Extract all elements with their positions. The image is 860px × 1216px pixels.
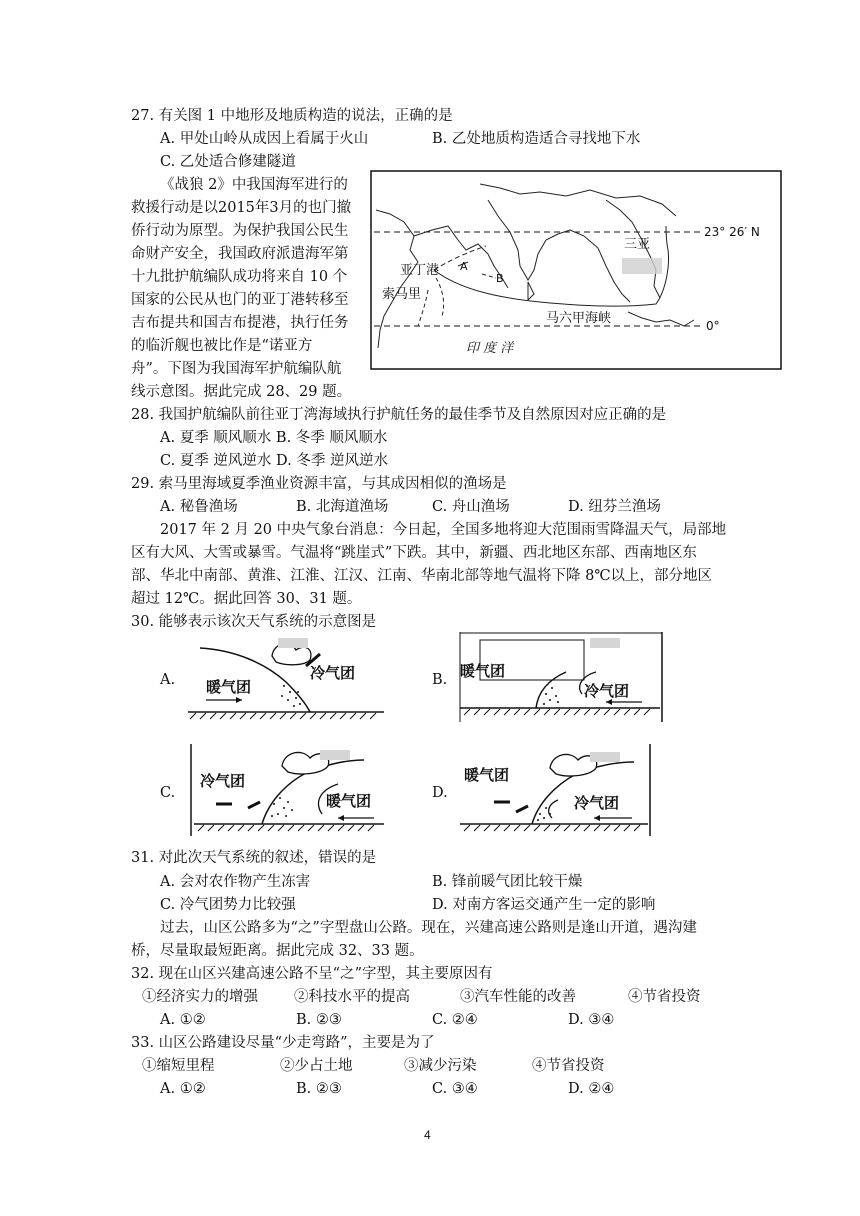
q30-label-d: D. (432, 785, 448, 801)
point-b-label: B (496, 272, 504, 285)
passage-line: 区有大风、大雪或暴雪。气温将“跳崖式”下跌。其中，新疆、西北地区东部、西南地区东 (131, 545, 697, 561)
cold-air-label: 冷气团 (310, 664, 356, 682)
cold-air-label: 冷气团 (200, 772, 246, 790)
q33-option-a: A. ①② (160, 1081, 206, 1097)
q33-item-2: ②少占土地 (280, 1058, 353, 1074)
q33-item-4: ④节省投资 (532, 1058, 605, 1074)
passage-line: 超过 12℃。据此回答 30、31 题。 (131, 591, 362, 607)
escort-route-map (370, 170, 782, 370)
q33-option-b: B. ②③ (296, 1081, 342, 1097)
q32-item-4: ④节省投资 (628, 989, 701, 1005)
malacca-label: 马六甲海峡 (546, 311, 612, 326)
q31-option-d: D. 对南方客运交通产生一定的影响 (432, 897, 656, 913)
warm-air-label: 暖气团 (326, 792, 372, 810)
passage-line: 舟”。下图为我国海军护航编队航 (131, 361, 342, 377)
q29-option-d: D. 纽芬兰渔场 (568, 499, 661, 515)
cold-air-label: 冷气团 (574, 794, 620, 812)
q32-option-d: D. ③④ (568, 1012, 615, 1028)
q27-option-c: C. 乙处适合修建隧道 (160, 154, 296, 170)
q30-label-a: A. (160, 672, 176, 688)
q27-option-b: B. 乙处地质构造适合寻找地下水 (432, 131, 641, 147)
q27-option-a: A. 甲处山岭从成因上看属于火山 (160, 131, 369, 147)
q31-option-b: B. 锋前暖气团比较干燥 (432, 874, 583, 890)
front-diagram-c (188, 744, 386, 836)
q29-option-c: C. 舟山渔场 (432, 499, 510, 515)
q32-option-a: A. ①② (160, 1012, 206, 1028)
front-diagram-b (456, 632, 664, 722)
q33-option-c: C. ③④ (432, 1081, 478, 1097)
passage-line: 桥，尽量取最短距离。据此完成 32、33 题。 (131, 943, 424, 959)
cold-air-label: 冷气团 (584, 682, 630, 700)
passage-line: 的临沂舰也被比作是“诺亚方 (131, 338, 313, 354)
passage-line: 部、华北中南部、黄淮、江淮、江汉、江南、华南北部等地气温将下降 8℃以上，部分地区 (131, 568, 713, 584)
passage-line: 线示意图。据此完成 28、29 题。 (131, 384, 352, 400)
q30-label-b: B. (432, 672, 448, 688)
q32-option-b: B. ②③ (296, 1012, 342, 1028)
somalia-label: 索马里 (382, 287, 422, 302)
warm-air-label: 暖气团 (464, 766, 510, 784)
q31-option-a: A. 会对农作物产生冻害 (160, 874, 311, 890)
passage-line: 《战狼 2》中我国海军进行的 (160, 177, 348, 193)
q31-option-c: C. 冷气团势力比较强 (160, 897, 296, 913)
equator-label: 0° (706, 319, 720, 333)
q32-item-1: ①经济实力的增强 (142, 989, 258, 1005)
q29-stem: 29. 索马里海域夏季渔业资源丰富，与其成因相似的渔场是 (131, 476, 507, 492)
q32-item-3: ③汽车性能的改善 (460, 989, 576, 1005)
q33-item-3: ③减少污染 (404, 1058, 477, 1074)
q33-stem: 33. 山区公路建设尽量“少走弯路”，主要是为了 (131, 1035, 435, 1051)
q31-stem: 31. 对此次天气系统的叙述，错误的是 (131, 850, 377, 866)
tropic-label: 23° 26′ N (704, 225, 760, 239)
passage-line: 吉布提共和国吉布提港，执行任务 (131, 315, 349, 331)
passage-line: 十九批护航编队成功将来自 10 个 (131, 269, 348, 285)
passage-line: 侨行动为原型。为保护我国公民生 (131, 223, 349, 239)
q33-option-d: D. ②④ (568, 1081, 615, 1097)
passage-line: 命财产安全，我国政府派遣海军第 (131, 246, 349, 262)
front-diagram-d (458, 744, 654, 836)
ocean-label: 印 度 洋 (466, 341, 514, 356)
passage-line: 救援行动是以2015年3月的也门撤 (131, 200, 352, 216)
q32-stem: 32. 现在山区兴建高速公路不呈“之”字型，其主要原因有 (131, 966, 493, 982)
passage-line: 过去，山区公路多为“之”字型盘山公路。现在，兴建高速公路则是逢山开道，遇沟建 (160, 920, 697, 936)
q28-options-row2: C. 夏季 逆风逆水 D. 冬季 逆风逆水 (160, 453, 388, 469)
front-diagram-a (186, 636, 386, 720)
q27-stem: 27. 有关图 1 中地形及地质构造的说法，正确的是 (131, 108, 453, 124)
q28-options-row1: A. 夏季 顺风顺水 B. 冬季 顺风顺水 (160, 430, 388, 446)
warm-air-label: 暖气团 (206, 678, 252, 696)
sanya-label: 三亚 (624, 237, 651, 252)
warm-air-label: 暖气团 (460, 662, 506, 680)
page-number: 4 (424, 1128, 431, 1142)
q30-stem: 30. 能够表示该次天气系统的示意图是 (131, 614, 377, 630)
passage-line: 国家的公民从也门的亚丁港转移至 (131, 292, 349, 308)
point-a-label: A (460, 260, 468, 273)
q30-label-c: C. (160, 785, 176, 801)
q33-item-1: ①缩短里程 (142, 1058, 215, 1074)
q32-option-c: C. ②④ (432, 1012, 478, 1028)
q29-option-a: A. 秘鲁渔场 (160, 499, 238, 515)
aden-label: 亚丁港 (400, 263, 440, 278)
q29-option-b: B. 北海道渔场 (296, 499, 389, 515)
passage-line: 2017 年 2 月 20 中央气象台消息：今日起，全国多地将迎大范围雨雪降温天气，局部地 (160, 522, 727, 538)
q28-stem: 28. 我国护航编队前往亚丁湾海域执行护航任务的最佳季节及自然原因对应正确的是 (131, 407, 667, 423)
q32-item-2: ②科技水平的提高 (294, 989, 410, 1005)
